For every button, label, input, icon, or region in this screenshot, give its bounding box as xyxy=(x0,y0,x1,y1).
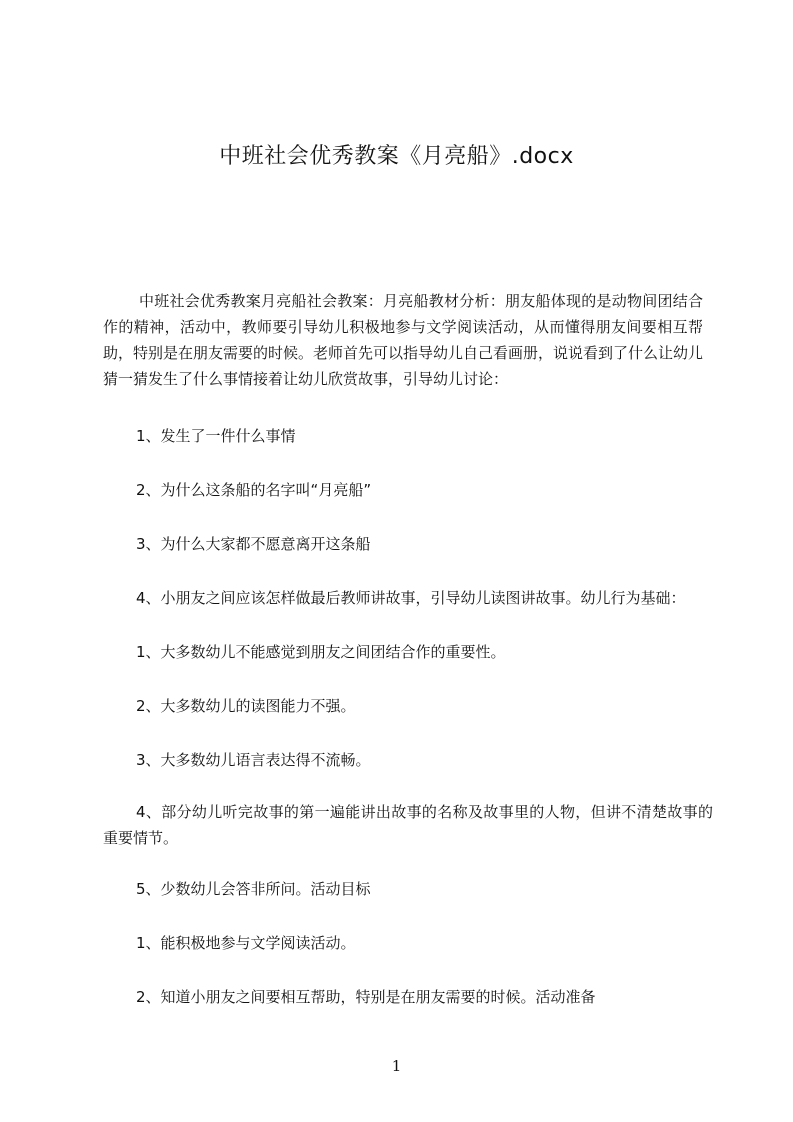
list-item: 3、大多数幼儿语言表达得不流畅。 xyxy=(136,751,371,769)
list-item: 1、大多数幼儿不能感觉到朋友之间团结合作的重要性。 xyxy=(136,643,506,661)
list-item: 2、为什么这条船的名字叫“月亮船” xyxy=(136,481,372,499)
list-item: 1、能积极地参与文学阅读活动。 xyxy=(136,934,356,952)
list-item: 2、大多数幼儿的读图能力不强。 xyxy=(136,697,356,715)
list-item: 4、小朋友之间应该怎样做最后教师讲故事，引导幼儿读图讲故事。幼儿行为基础： xyxy=(136,589,686,607)
list-item: 3、为什么大家都不愿意离开这条船 xyxy=(136,535,371,553)
list-item: 1、发生了一件什么事情 xyxy=(136,427,296,445)
list-item: 2、知道小朋友之间要相互帮助，特别是在朋友需要的时候。活动准备 xyxy=(136,988,596,1006)
page-number: 1 xyxy=(391,1057,402,1075)
document-title: 中班社会优秀教案《月亮船》.docx xyxy=(219,144,574,169)
intro-paragraph: 中班社会优秀教案月亮船社会教案：月亮船教材分析：朋友船体现的是动物间团结合作的精神，活动中，教师要引导幼儿积极地参与文学阅读活动，从而懂得朋友间要相互帮助，特别是在朋友需要的时候。老师首先可以指导幼儿自己看画册，说说看到了什么让幼儿猜一猜发生了什么事情接着让幼儿欣赏故事，引导幼儿讨论： xyxy=(103,292,704,388)
list-item: 4、部分幼儿听完故事的第一遍能讲出故事的名称及故事里的人物，但讲不清楚故事的重要情节。 xyxy=(103,803,713,847)
list-item: 5、少数幼儿会答非所问。活动目标 xyxy=(136,880,371,898)
